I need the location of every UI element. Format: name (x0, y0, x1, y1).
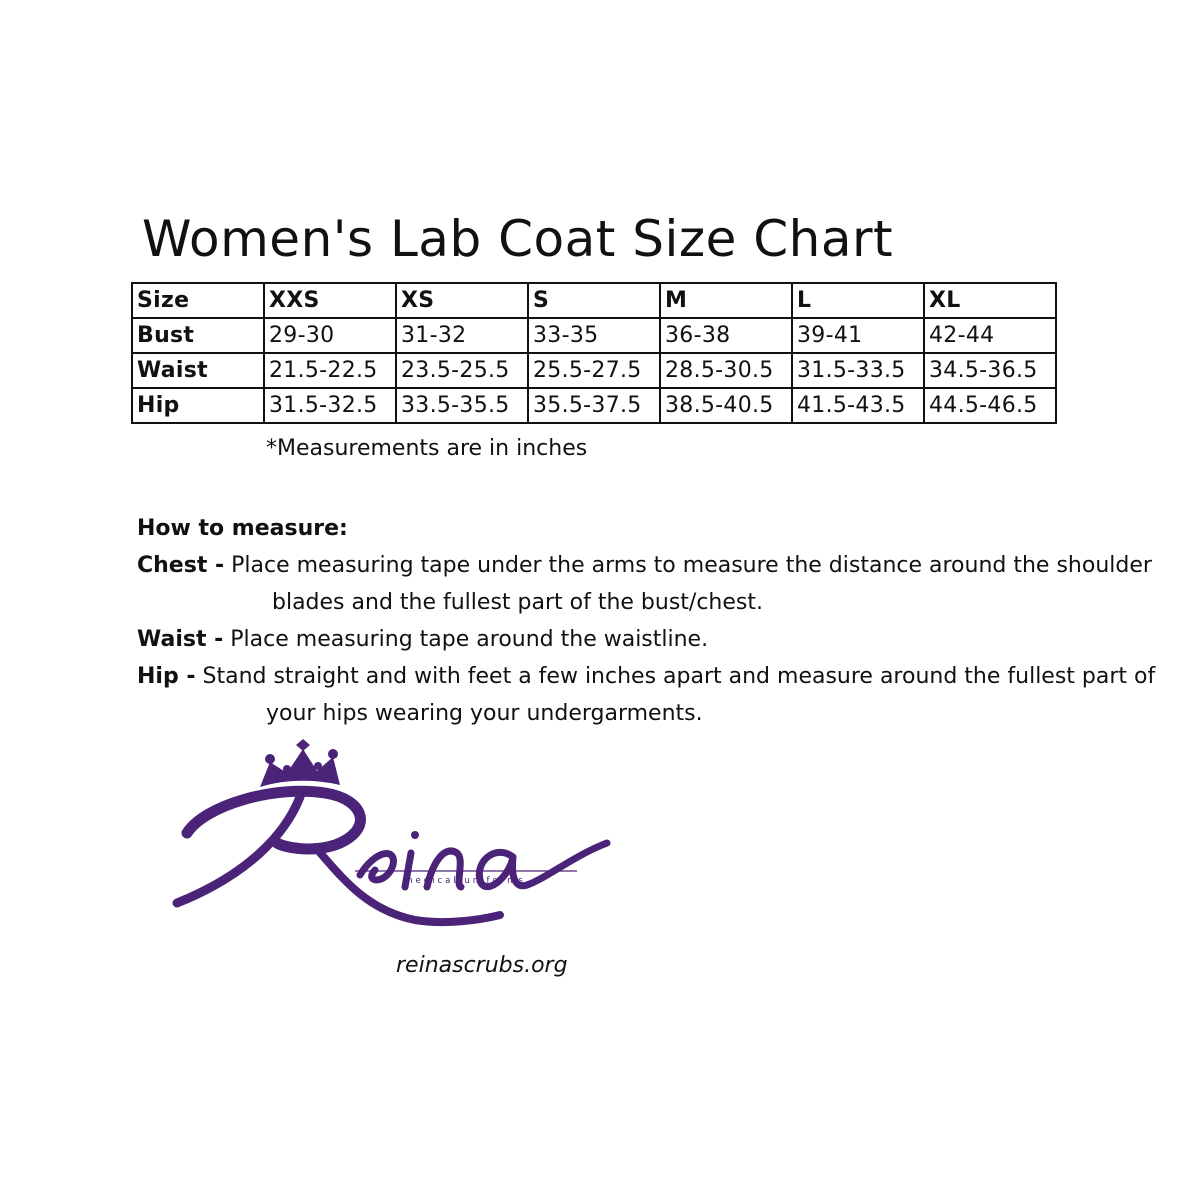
table-cell: 34.5-36.5 (924, 353, 1056, 388)
row-header: Hip (132, 388, 264, 423)
page-title: Women's Lab Coat Size Chart (142, 210, 894, 268)
column-header: XL (924, 283, 1056, 318)
table-cell: 33-35 (528, 318, 660, 353)
table-row-size (132, 283, 1056, 318)
table-cell: 33.5-35.5 (396, 388, 528, 423)
chest-instruction-continued: blades and the fullest part of the bust/chest. (272, 590, 763, 615)
table-cell: 31.5-33.5 (792, 353, 924, 388)
column-header: M (660, 283, 792, 318)
table-row-hip (132, 388, 1056, 423)
table-cell: 29-30 (264, 318, 396, 353)
reina-logo (165, 735, 615, 935)
column-header: L (792, 283, 924, 318)
table-cell: 31.5-32.5 (264, 388, 396, 423)
hip-instruction-continued: your hips wearing your undergarments. (266, 701, 703, 726)
column-header: XS (396, 283, 528, 318)
hip-term: Hip - (137, 664, 196, 689)
row-header: Bust (132, 318, 264, 353)
hip-instruction (137, 658, 1197, 695)
table-row-bust (132, 318, 1056, 353)
chest-text: Place measuring tape under the arms to measure the distance around the shoulder (224, 553, 1152, 578)
table-cell: 36-38 (660, 318, 792, 353)
measurement-note: *Measurements are in inches (266, 436, 588, 461)
table-cell: 42-44 (924, 318, 1056, 353)
website-url: reinascrubs.org (396, 953, 568, 978)
row-header: Size (132, 283, 264, 318)
waist-text: Place measuring tape around the waistline. (223, 627, 709, 652)
size-chart-table (131, 282, 1057, 424)
hip-text: Stand straight and with feet a few inches apart and measure around the fullest part of (195, 664, 1156, 689)
table-cell: 41.5-43.5 (792, 388, 924, 423)
how-to-heading: How to measure: (137, 516, 348, 541)
logo-tagline: medical uniforms (404, 876, 526, 886)
table-cell: 23.5-25.5 (396, 353, 528, 388)
how-to-measure-section (137, 510, 1197, 732)
crown-icon (260, 739, 340, 787)
table-cell: 38.5-40.5 (660, 388, 792, 423)
reina-script-mark (177, 791, 607, 922)
table-cell: 25.5-27.5 (528, 353, 660, 388)
table-cell: 28.5-30.5 (660, 353, 792, 388)
table-cell: 31-32 (396, 318, 528, 353)
chest-term: Chest - (137, 553, 225, 578)
table-cell: 21.5-22.5 (264, 353, 396, 388)
table-row-waist (132, 353, 1056, 388)
table-cell: 44.5-46.5 (924, 388, 1056, 423)
table-cell: 35.5-37.5 (528, 388, 660, 423)
table-cell: 39-41 (792, 318, 924, 353)
column-header: S (528, 283, 660, 318)
waist-term: Waist - (137, 627, 224, 652)
row-header: Waist (132, 353, 264, 388)
column-header: XXS (264, 283, 396, 318)
chest-instruction (137, 547, 1197, 584)
waist-instruction (137, 621, 1197, 658)
